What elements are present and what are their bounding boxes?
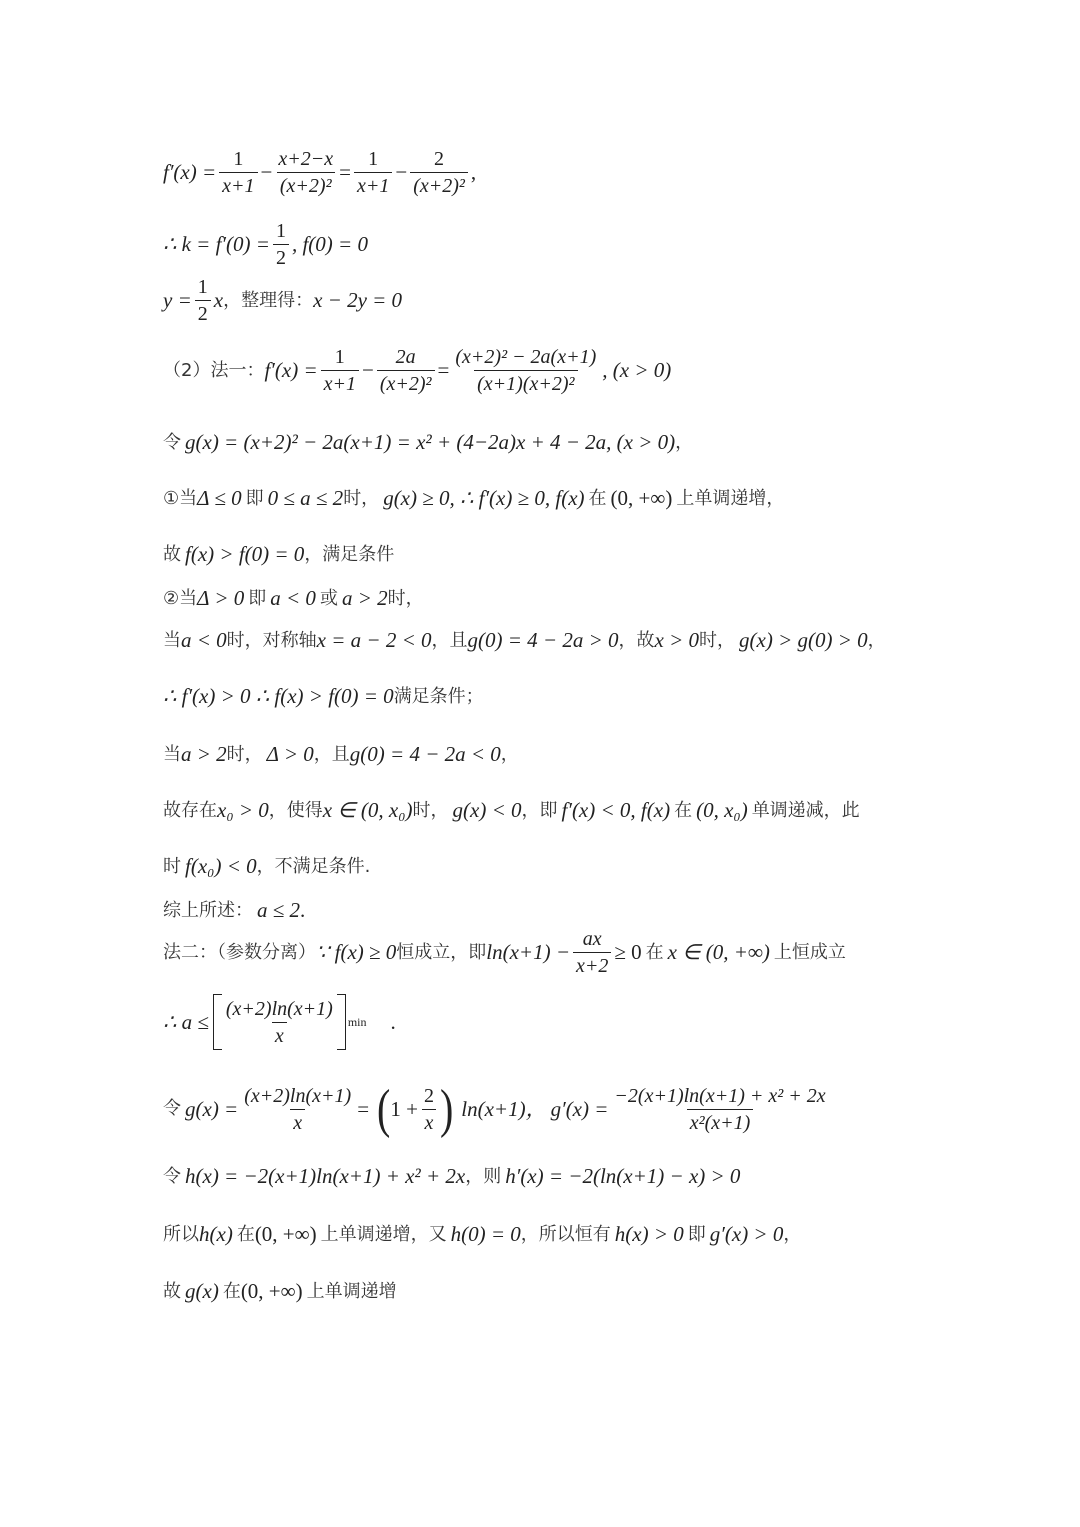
denominator: x²(x+1) <box>687 1109 754 1134</box>
text: 所以 <box>163 1223 199 1245</box>
expr: a ≤ 2 <box>257 898 301 922</box>
min-bound-line <box>163 994 396 1050</box>
text: 故 <box>163 1280 181 1302</box>
text: ， <box>675 431 694 453</box>
subcase-negative-line <box>163 630 886 651</box>
right-paren: ) <box>439 1077 454 1139</box>
text: 综上所述： <box>163 899 253 921</box>
text: 上恒成立 <box>773 941 846 963</box>
text: ， <box>783 1223 802 1245</box>
operator: − <box>361 358 374 382</box>
expr: x > 0 <box>654 628 700 652</box>
text: 时， <box>343 487 380 509</box>
text: ，使得 <box>268 799 323 821</box>
numerator: 2 <box>423 1084 434 1107</box>
expr: f′(x) < 0, f(x) <box>561 798 671 822</box>
operator: = <box>357 1096 370 1121</box>
expr: h′(x) = −2(ln(x+1) − x) > 0 <box>505 1164 741 1188</box>
g-function-line <box>163 1077 832 1139</box>
expr: g(0) = 4 − 2a > 0 <box>467 628 619 652</box>
numerator: 1 <box>197 276 208 298</box>
g-definition-line <box>163 432 693 453</box>
h-function-line <box>163 1166 740 1187</box>
numerator: (x+2)² − 2a(x+1) <box>455 346 597 368</box>
text: 单调递减，此 <box>751 799 860 821</box>
text: 令 <box>163 1098 181 1119</box>
numerator: 2a <box>395 346 416 368</box>
expr: (0, x₀) <box>696 798 748 822</box>
expr: ∴ k = f′(0) = <box>163 232 270 256</box>
text: 满足条件； <box>393 685 484 707</box>
text: 即 <box>687 1223 706 1245</box>
subscript: min <box>347 1015 367 1029</box>
expr: a > 2 <box>341 586 388 610</box>
existence-conclusion <box>163 856 370 877</box>
punct: . <box>390 1009 396 1034</box>
numerator: 1 <box>233 148 244 170</box>
expr: ≥ 0 <box>614 940 642 964</box>
numerator: 1 <box>334 346 345 368</box>
text: 故存在 <box>163 799 217 821</box>
numerator: x+2−x <box>278 148 334 170</box>
existence-line <box>163 800 860 821</box>
expr: Δ ≤ 0 <box>197 486 242 510</box>
denominator: x+1 <box>321 370 359 395</box>
paren-group <box>369 1077 461 1139</box>
text: 即 <box>245 487 264 509</box>
text: ，且 <box>431 629 468 651</box>
expr: y = <box>163 288 192 312</box>
tangent-line <box>163 276 402 325</box>
numerator: ax <box>582 928 602 950</box>
expr: x ∈ (0, +∞) <box>667 940 770 964</box>
denominator: x <box>272 1022 287 1047</box>
expr: Δ > 0 <box>266 742 314 766</box>
expr: a < 0 <box>181 628 227 652</box>
slope-line <box>163 220 368 269</box>
text: 在 <box>674 799 693 821</box>
expr: , f(0) = 0 <box>291 232 368 256</box>
fraction <box>275 148 336 197</box>
text: 当 <box>163 743 181 765</box>
h-monotone-line <box>163 1224 801 1245</box>
text: 时 <box>163 855 181 877</box>
numerator: 1 <box>368 148 379 170</box>
expr: 0 ≤ a ≤ 2 <box>267 486 344 510</box>
text: 即 <box>248 587 267 609</box>
expr: x ∈ (0, x₀) <box>322 798 413 822</box>
expr: x₀ > 0 <box>217 798 269 822</box>
text: ，满足条件 <box>304 543 395 565</box>
text: 在 <box>222 1280 241 1302</box>
operator: − <box>260 160 273 184</box>
punct: . <box>300 898 306 922</box>
text: 恒成立，即 <box>396 941 487 963</box>
text: 上单调递增 <box>306 1280 397 1302</box>
fraction <box>195 276 211 325</box>
expr: ∵ f(x) ≥ 0 <box>316 940 397 964</box>
denominator: x+1 <box>219 172 257 197</box>
expr: (0, +∞) <box>610 486 673 510</box>
text: ，所以恒有 <box>520 1223 611 1245</box>
text: ，即 <box>521 799 558 821</box>
expr: g(x) > g(0) > 0 <box>739 628 868 652</box>
text: 当 <box>163 629 181 651</box>
min-bracket <box>213 994 346 1050</box>
expr: a > 2 <box>181 742 227 766</box>
operator: = <box>339 160 351 184</box>
numerator: −2(x+1)ln(x+1) + x² + 2x <box>614 1084 826 1107</box>
text: ②当 <box>163 587 198 609</box>
expr: ∴ a ≤ <box>163 1009 209 1034</box>
text: 时， <box>412 799 449 821</box>
case-two-line <box>163 588 424 609</box>
expr: (0, +∞) <box>254 1222 317 1246</box>
fraction <box>377 346 435 395</box>
text: 时，对称轴 <box>226 629 317 651</box>
expr: h(x) > 0 <box>614 1222 684 1246</box>
expr: g′(x) > 0 <box>709 1222 784 1246</box>
expr: f′(x) = <box>163 160 217 184</box>
expr: f(x) > f(0) = 0 <box>185 542 305 566</box>
expr: x <box>213 288 224 312</box>
denominator: 2 <box>273 244 289 269</box>
fraction <box>273 220 289 269</box>
fraction <box>611 1085 828 1134</box>
punct: , <box>470 160 477 184</box>
text: 在 <box>588 487 607 509</box>
expr: f(x₀) < 0 <box>185 854 257 878</box>
expr: h(x) <box>199 1222 233 1246</box>
denominator: (x+2)² <box>277 172 335 197</box>
fraction <box>354 148 392 197</box>
denominator: x+2 <box>573 952 611 977</box>
text: 上单调递增，又 <box>320 1223 447 1245</box>
expr: ln(x+1)， <box>461 1096 547 1121</box>
text: 令 <box>163 431 181 453</box>
case-one-conclusion <box>163 544 394 565</box>
text: 故 <box>163 543 181 565</box>
numerator: (x+2)ln(x+1) <box>244 1084 352 1107</box>
denominator: x+1 <box>354 172 392 197</box>
expr: f′(x) = <box>264 358 318 382</box>
method-one-line <box>163 346 671 395</box>
method-two-line <box>163 928 846 977</box>
expr: a < 0 <box>270 586 316 610</box>
numerator: 1 <box>275 220 286 242</box>
text: ，故 <box>618 629 655 651</box>
text: 上单调递增， <box>676 487 785 509</box>
fraction <box>219 148 257 197</box>
denominator: 2 <box>195 300 211 325</box>
left-paren: ( <box>377 1077 391 1139</box>
subcase-negative-conclusion <box>163 686 484 707</box>
expr: , (x > 0) <box>602 358 672 382</box>
text: 时， <box>226 743 263 765</box>
expr: h(0) = 0 <box>450 1222 521 1246</box>
expr: g′(x) = <box>550 1096 609 1121</box>
text: 在 <box>236 1223 255 1245</box>
denominator: x <box>422 1109 437 1134</box>
expr: Δ > 0 <box>197 586 245 610</box>
text: ，且 <box>313 743 350 765</box>
denominator: (x+2)² <box>410 172 468 197</box>
summary-line <box>163 900 305 921</box>
denominator: (x+2)² <box>377 370 435 395</box>
fraction <box>410 148 468 197</box>
fraction <box>223 998 336 1047</box>
text: 时， <box>699 629 736 651</box>
derivative-line <box>163 148 476 197</box>
expr: g(0) = 4 − 2a < 0 <box>349 742 501 766</box>
text: ， <box>500 743 519 765</box>
fraction <box>573 928 611 977</box>
subcase-large-line <box>163 744 519 765</box>
fraction <box>452 346 599 395</box>
text: ， <box>867 629 886 651</box>
text: ①当 <box>163 487 198 509</box>
operator: − <box>395 160 408 184</box>
text: 令 <box>163 1165 181 1187</box>
expr: ∴ f′(x) > 0 ∴ f(x) > f(0) = 0 <box>163 684 394 708</box>
fraction <box>241 1085 354 1134</box>
expr: g(x) = (x+2)² − 2a(x+1) = x² + (4−2a)x + 4 − 2a, (x > 0) <box>185 430 676 454</box>
fraction <box>421 1085 437 1134</box>
text: （2）法一： <box>163 359 265 381</box>
numerator: 2 <box>434 148 445 170</box>
expr: ln(x+1) − <box>486 940 571 964</box>
operator: = <box>437 358 450 382</box>
text: 或 <box>319 587 338 609</box>
expr: x − 2y = 0 <box>313 288 403 312</box>
expr: g(x) = <box>185 1096 239 1121</box>
numerator: (x+2)ln(x+1) <box>225 997 333 1020</box>
expr: g(x) <box>185 1279 219 1303</box>
text: ，整理得： <box>223 289 314 311</box>
expr: (0, +∞) <box>240 1279 303 1303</box>
g-monotone-line <box>163 1281 397 1302</box>
expr: 1 + <box>390 1096 418 1121</box>
fraction <box>321 346 359 395</box>
text: ，不满足条件. <box>256 855 371 877</box>
text: 时， <box>387 587 424 609</box>
expr: x = a − 2 < 0 <box>316 628 432 652</box>
expr: g(x) ≥ 0, ∴ f′(x) ≥ 0, f(x) <box>383 486 585 510</box>
text: ，则 <box>465 1165 502 1187</box>
expr: g(x) < 0 <box>452 798 522 822</box>
denominator: x <box>290 1109 305 1134</box>
case-one-line <box>163 488 784 509</box>
text: 在 <box>645 941 664 963</box>
text: 法二：（参数分离） <box>163 941 316 963</box>
expr: h(x) = −2(x+1)ln(x+1) + x² + 2x <box>185 1164 466 1188</box>
denominator: (x+1)(x+2)² <box>474 370 577 395</box>
